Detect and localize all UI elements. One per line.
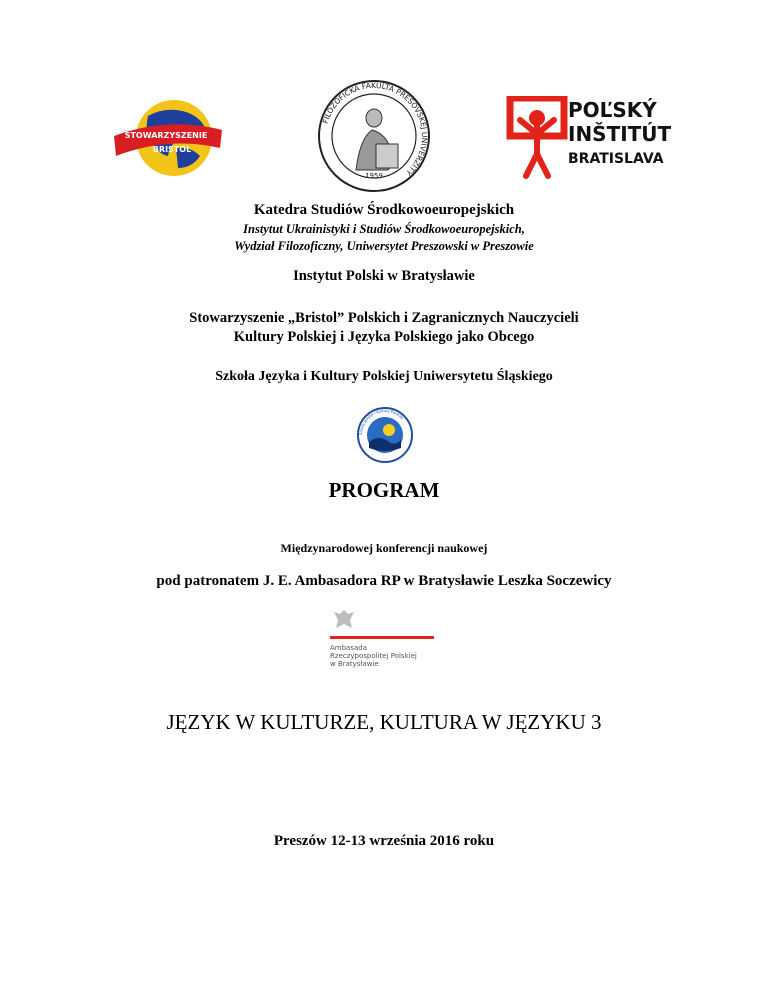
conference-date: Preszów 12-13 września 2016 roku — [273, 833, 495, 849]
polsky-institut-logo — [506, 96, 672, 180]
patronage-line: pod patronatem J. E. Ambasadora RP w Bratysławie Leszka Soczewicy — [156, 573, 612, 589]
bristol-line-2: Kultury Polskiej i Języka Polskiego jako Obcego — [233, 329, 535, 345]
polish-institute-name: Instytut Polski w Bratysławie — [293, 268, 475, 284]
seal-ring-text: FILOZOFICKÁ FAKULTA PREŠOVSKEJ UNIVERZITY — [320, 80, 430, 178]
polsky-line2: INŠTITÚT — [568, 122, 672, 146]
institute-line-1: Instytut Ukrainistyki i Studiów Środkowoeuropejskich, — [243, 222, 525, 236]
bristol-line-1: Stowarzyszenie „Bristol” Polskich i Zagranicznych Nauczycieli — [189, 310, 579, 326]
institute-line-2: Wydział Filozoficzny, Uniwersytet Preszowski w Preszowie — [234, 239, 534, 253]
conference-title: JĘZYK W KULTURZE, KULTURA W JĘZYKU 3 — [166, 710, 602, 734]
emblem-ring-text: Szkoła Języka i Kultury Polskiej — [358, 408, 405, 436]
school-name: Szkoła Języka i Kultury Polskiej Uniwersytetu Śląskiego — [215, 369, 553, 384]
bristol-logo-top-text: STOWARZYSZENIE — [124, 131, 208, 140]
program-subtitle: Międzynarodowej konferencji naukowej — [280, 541, 488, 555]
seal-year: 1959 — [365, 172, 383, 180]
bristol-logo — [108, 96, 226, 184]
polsky-line3: BRATISLAVA — [568, 151, 664, 167]
ambasada-red-rule — [330, 636, 434, 639]
ambasada-logo — [330, 606, 450, 672]
ambasada-line2: Rzeczypospolitej Polskiej — [330, 652, 417, 660]
ambasada-line1: Ambasada — [330, 644, 368, 652]
dept-name: Katedra Studiów Środkowoeuropejskich — [253, 202, 515, 218]
university-seal-logo — [316, 78, 432, 194]
program-title: PROGRAM — [328, 478, 440, 502]
ambasada-line3: w Bratysławie — [330, 660, 379, 668]
bristol-logo-bottom-text: BRISTOL — [152, 145, 192, 154]
school-emblem-logo — [355, 406, 415, 464]
polsky-line1: POĽSKÝ — [568, 98, 657, 122]
